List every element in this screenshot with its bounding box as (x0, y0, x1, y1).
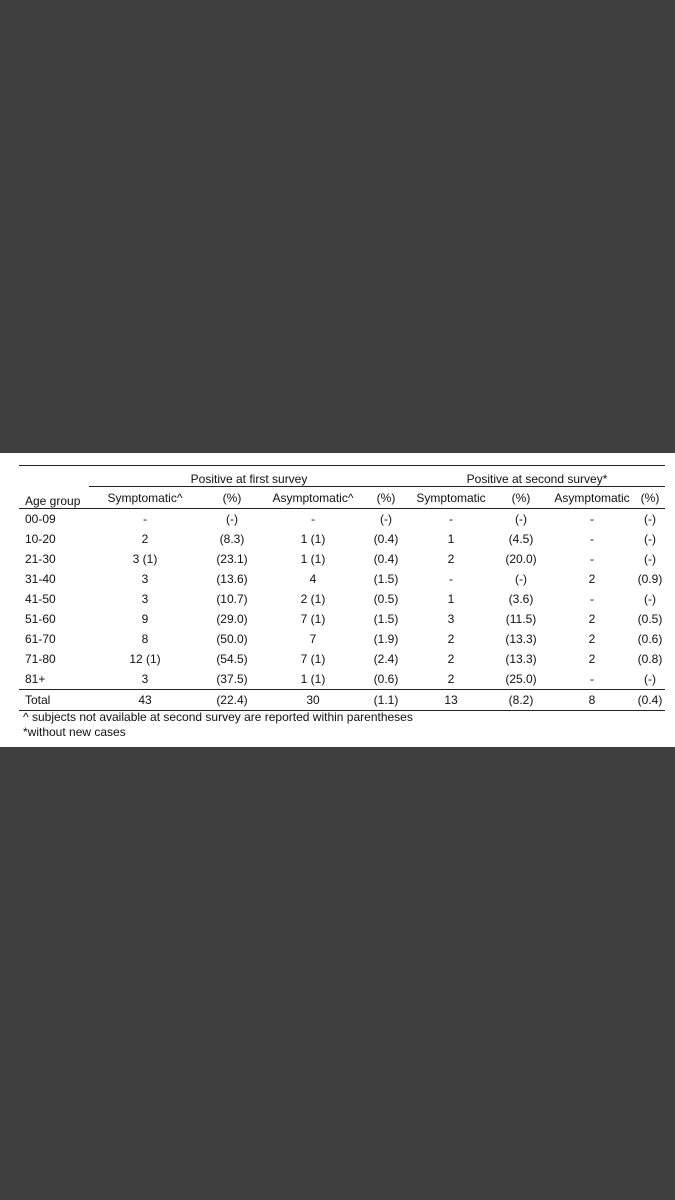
value-cell: (2.4) (373, 652, 399, 666)
value-cell: - (590, 672, 595, 686)
value-cell: (-) (380, 512, 392, 526)
value-cell: 12 (1) (129, 652, 161, 666)
value-cell: (25.0) (505, 672, 537, 686)
value-cell: - (449, 572, 454, 586)
value-cell: (37.5) (216, 672, 248, 686)
value-cell: (8.2) (493, 690, 549, 711)
value-cell: (13.3) (505, 652, 537, 666)
value-cell: 8 (549, 690, 635, 711)
column-header: Asymptomatic^ (263, 487, 363, 509)
value-cell: (54.5) (216, 652, 248, 666)
age-group-header: Age group (19, 466, 89, 509)
age-cell: 31-40 (25, 572, 56, 586)
value-cell: (-) (644, 672, 657, 686)
age-cell: 00-09 (25, 512, 56, 526)
value-cell: 9 (141, 612, 149, 626)
value-cell: - (449, 512, 454, 526)
table-row (19, 669, 665, 690)
value-cell: - (590, 552, 595, 566)
table-row (19, 529, 665, 549)
value-cell: 3 (141, 572, 149, 586)
value-cell: - (590, 532, 595, 546)
value-cell: (-) (644, 552, 657, 566)
total-row (19, 690, 665, 711)
value-cell: (0.6) (637, 632, 663, 646)
column-header: (%) (635, 487, 665, 509)
value-cell: (13.3) (505, 632, 537, 646)
age-cell: 71-80 (25, 652, 56, 666)
table-image-panel (0, 453, 675, 747)
value-cell: 1 (447, 592, 455, 606)
age-cell: 51-60 (25, 612, 56, 626)
sub-header-row (19, 487, 665, 509)
value-cell: 30 (263, 690, 363, 711)
value-cell: 2 (447, 552, 455, 566)
value-cell: 2 (588, 612, 596, 626)
value-cell: - (143, 512, 147, 526)
column-header: (%) (493, 487, 549, 509)
value-cell: 2 (447, 672, 455, 686)
value-cell: 3 (141, 672, 149, 686)
value-cell: (0.6) (373, 672, 399, 686)
value-cell: 2 (588, 572, 596, 586)
value-cell: 43 (89, 690, 201, 711)
value-cell: 7 (1) (300, 612, 326, 626)
value-cell: 1 (1) (300, 552, 326, 566)
value-cell: 1 (1) (300, 532, 326, 546)
value-cell: (3.6) (508, 592, 534, 606)
age-group-table (19, 465, 665, 711)
value-cell: (1.5) (373, 572, 399, 586)
value-cell: (20.0) (505, 552, 537, 566)
value-cell: - (311, 512, 315, 526)
value-cell: (22.4) (201, 690, 263, 711)
value-cell: (0.4) (635, 690, 665, 711)
value-cell: (-) (644, 512, 657, 526)
value-cell: 2 (1) (300, 592, 326, 606)
first-survey-header: Positive at first survey (89, 466, 409, 487)
value-cell: 7 (1) (300, 652, 326, 666)
age-cell: 21-30 (25, 552, 56, 566)
column-header: Asymptomatic (549, 487, 635, 509)
value-cell: 3 (141, 592, 149, 606)
value-cell: 3 (1) (132, 552, 158, 566)
value-cell: (1.5) (373, 612, 399, 626)
value-cell: 2 (588, 632, 596, 646)
value-cell: (23.1) (216, 552, 248, 566)
age-cell: Total (19, 690, 89, 711)
value-cell: (-) (644, 532, 657, 546)
value-cell: (0.8) (637, 652, 663, 666)
column-header: Symptomatic^ (89, 487, 201, 509)
value-cell: 2 (447, 652, 455, 666)
footnote-caret: ^ subjects not available at second survey are reported within parentheses (23, 710, 413, 724)
column-header: Symptomatic (409, 487, 493, 509)
value-cell: 3 (447, 612, 455, 626)
table-row (19, 609, 665, 629)
value-cell: - (590, 512, 595, 526)
table-row (19, 509, 665, 530)
value-cell: 8 (141, 632, 149, 646)
age-cell: 10-20 (25, 532, 56, 546)
value-cell: - (590, 592, 595, 606)
value-cell: 1 (1) (300, 672, 326, 686)
value-cell: 2 (447, 632, 455, 646)
age-cell: 41-50 (25, 592, 56, 606)
table-row (19, 589, 665, 609)
value-cell: 4 (309, 572, 317, 586)
value-cell: (0.4) (373, 532, 399, 546)
value-cell: (-) (644, 592, 657, 606)
table-row (19, 649, 665, 669)
table-row (19, 549, 665, 569)
value-cell: (29.0) (216, 612, 248, 626)
age-cell: 61-70 (25, 632, 56, 646)
footnotes (23, 710, 413, 740)
value-cell: (11.5) (505, 612, 537, 626)
column-header: (%) (201, 487, 263, 509)
value-cell: 7 (309, 632, 317, 646)
column-header: (%) (363, 487, 409, 509)
value-cell: 2 (141, 532, 149, 546)
value-cell: 2 (588, 652, 596, 666)
second-survey-header: Positive at second survey* (409, 466, 665, 487)
value-cell: (0.4) (373, 552, 399, 566)
value-cell: (0.5) (373, 592, 399, 606)
value-cell: 1 (447, 532, 455, 546)
value-cell: (1.1) (363, 690, 409, 711)
value-cell: (10.7) (216, 592, 248, 606)
value-cell: (0.5) (637, 612, 663, 626)
footnote-asterisk: *without new cases (23, 725, 126, 739)
value-cell: (13.6) (216, 572, 248, 586)
table-body (19, 509, 665, 711)
table-row (19, 569, 665, 589)
value-cell: 13 (409, 690, 493, 711)
value-cell: (0.9) (637, 572, 663, 586)
value-cell: (-) (515, 572, 528, 586)
group-header-row (19, 466, 665, 487)
age-cell: 81+ (25, 672, 46, 686)
value-cell: (1.9) (373, 632, 399, 646)
value-cell: (-) (515, 512, 528, 526)
value-cell: (50.0) (216, 632, 248, 646)
value-cell: (-) (226, 512, 238, 526)
value-cell: (8.3) (219, 532, 245, 546)
value-cell: (4.5) (508, 532, 534, 546)
table-row (19, 629, 665, 649)
